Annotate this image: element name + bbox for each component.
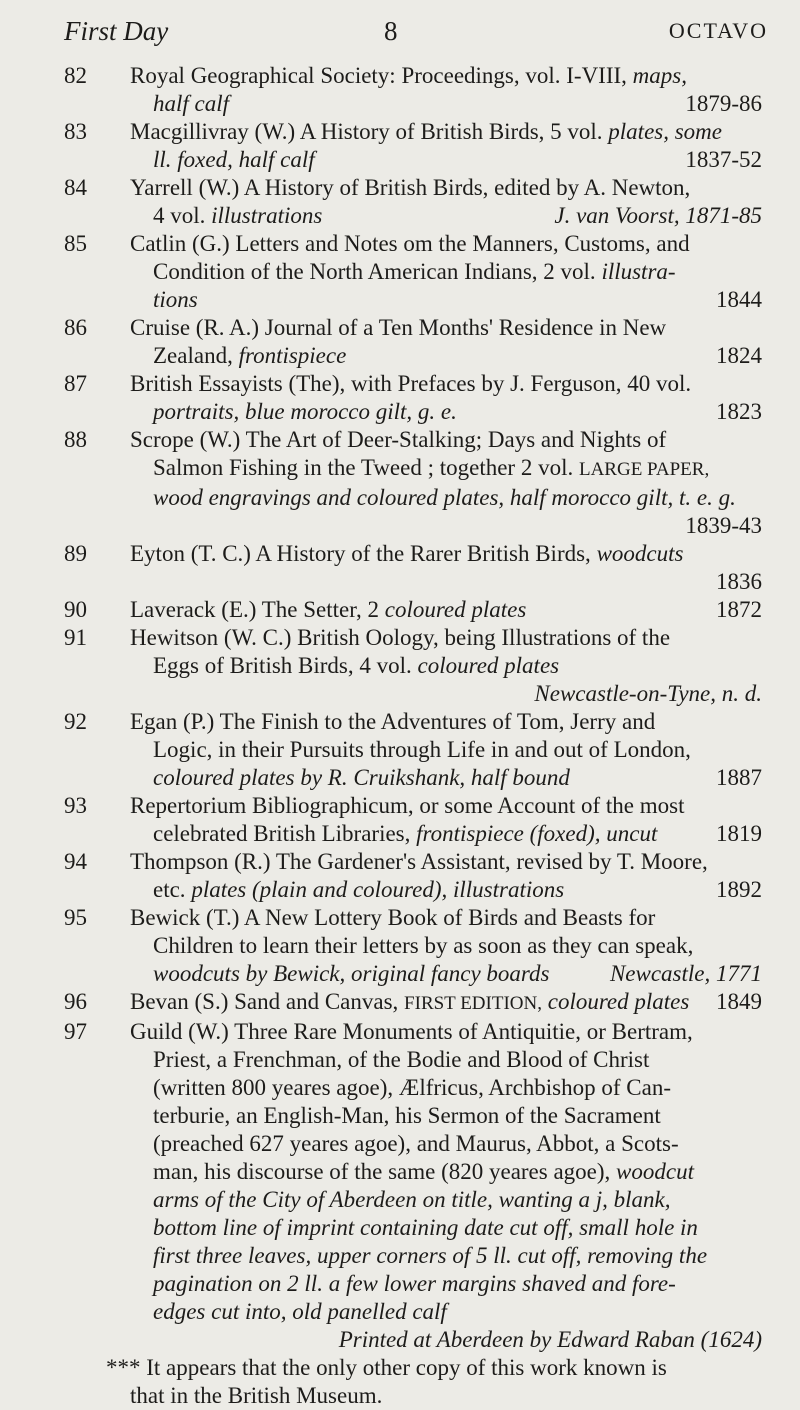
lot-number: 91 bbox=[64, 625, 87, 650]
lot-date: 1887 bbox=[716, 765, 762, 790]
lot-text: illustra- bbox=[601, 259, 676, 284]
lot-96 bbox=[0, 988, 800, 1018]
lot-imprint: J. van Voorst, 1871-85 bbox=[554, 203, 762, 228]
lot-text: woodcuts by Bewick, original fancy boards bbox=[153, 961, 550, 986]
lot-text: Eyton (T. C.) A History of the Rarer British Birds, bbox=[130, 541, 591, 566]
lot-text: plates (plain and coloured), illustrations bbox=[191, 877, 565, 902]
header-sale-day: First Day bbox=[64, 16, 169, 46]
lot-number: 88 bbox=[64, 427, 87, 452]
header-format: OCTAVO bbox=[668, 18, 768, 43]
lot-text: frontispiece bbox=[238, 343, 347, 368]
lot-imprint: Newcastle-on-Tyne, n. d. bbox=[534, 681, 762, 706]
lot-text: wood engravings and coloured plates, half morocco gilt, t. e. g. bbox=[153, 485, 736, 510]
lot-text: coloured plates bbox=[384, 597, 527, 622]
lot-date: 1837-52 bbox=[685, 147, 762, 172]
lot-number: 86 bbox=[64, 315, 87, 340]
lot-text: Hewitson (W. C.) British Oology, being Illustrations of the bbox=[130, 625, 671, 650]
lot-88 bbox=[0, 426, 800, 540]
lot-97 bbox=[0, 1018, 800, 1410]
lot-text: Bevan (S.) Sand and Canvas, bbox=[130, 989, 399, 1014]
lot-text: Macgillivray (W.) A History of British Birds, 5 vol. bbox=[130, 119, 603, 144]
lot-92 bbox=[0, 708, 800, 792]
lot-number: 95 bbox=[64, 905, 87, 930]
lot-text: coloured plates bbox=[547, 989, 690, 1014]
lot-87 bbox=[0, 370, 800, 426]
lot-number: 96 bbox=[64, 989, 87, 1014]
lot-number: 94 bbox=[64, 849, 87, 874]
lot-text: ll. foxed, half calf bbox=[153, 147, 315, 172]
lot-number: 90 bbox=[64, 597, 87, 622]
lot-95 bbox=[0, 904, 800, 988]
lot-text: first three leaves, upper corners of 5 ll. cut off, removing the bbox=[153, 1243, 708, 1268]
lot-text: etc. bbox=[153, 877, 186, 902]
lot-text: celebrated British Libraries, bbox=[153, 821, 411, 846]
lot-text: Bewick (T.) A New Lottery Book of Birds and Beasts for bbox=[130, 905, 656, 930]
lot-83 bbox=[0, 118, 800, 174]
lot-number: 83 bbox=[64, 119, 87, 144]
lot-date: 1844 bbox=[716, 287, 762, 312]
lot-text: woodcut bbox=[616, 1159, 694, 1184]
lot-text: maps, bbox=[632, 63, 687, 88]
lot-number: 85 bbox=[64, 231, 87, 256]
lot-date: 1872 bbox=[716, 597, 762, 622]
lot-text: Salmon Fishing in the Tweed ; together 2 vol. bbox=[153, 455, 574, 480]
lot-text: Egan (P.) The Finish to the Adventures of Tom, Jerry and bbox=[130, 709, 656, 734]
lot-text: arms of the City of Aberdeen on title, wanting a j, blank, bbox=[153, 1187, 671, 1212]
lot-text: tions bbox=[153, 287, 198, 312]
lot-text: pagination on 2 ll. a few lower margins shaved and fore- bbox=[153, 1271, 676, 1296]
lot-text: Yarrell (W.) A History of British Birds, edited by A. Newton, bbox=[130, 175, 691, 200]
lot-date: 1879-86 bbox=[685, 91, 762, 116]
lot-text: edges cut into, old panelled calf bbox=[153, 1299, 447, 1324]
lot-text: Royal Geographical Society: Proceedings, vol. I-VIII, bbox=[130, 63, 627, 88]
lot-number: 89 bbox=[64, 541, 87, 566]
lot-text: man, his discourse of the same (820 yeares agoe), bbox=[153, 1159, 611, 1184]
lot-number: 84 bbox=[64, 175, 87, 200]
lot-text: coloured plates bbox=[417, 653, 560, 678]
lot-93 bbox=[0, 792, 800, 848]
lot-text: Catlin (G.) Letters and Notes om the Manners, Customs, and bbox=[130, 231, 690, 256]
lot-text: terburie, an English-Man, his Sermon of the Sacrament bbox=[153, 1103, 661, 1128]
lot-date: 1823 bbox=[716, 399, 762, 424]
lot-number: 87 bbox=[64, 371, 87, 396]
lot-text: illustrations bbox=[211, 203, 323, 228]
lot-imprint: Printed at Aberdeen by Edward Raban (1624) bbox=[338, 1327, 762, 1352]
lot-text: coloured plates by R. Cruikshank, half bound bbox=[153, 765, 570, 790]
lot-text: Scrope (W.) The Art of Deer-Stalking; Days and Nights of bbox=[130, 427, 667, 452]
lot-number: 92 bbox=[64, 709, 87, 734]
lot-text: Condition of the North American Indians, 2 vol. bbox=[153, 259, 596, 284]
lot-number: 97 bbox=[64, 1019, 87, 1044]
lot-84 bbox=[0, 174, 800, 230]
lot-text: half calf bbox=[153, 91, 230, 116]
lot-text: Priest, a Frenchman, of the Bodie and Blood of Christ bbox=[153, 1047, 650, 1072]
lot-text: frontispiece (foxed), uncut bbox=[416, 821, 658, 846]
page-number: 8 bbox=[384, 16, 398, 46]
lot-91 bbox=[0, 624, 800, 708]
lot-text: FIRST EDITION, bbox=[404, 993, 542, 1014]
lot-number: 82 bbox=[64, 63, 87, 88]
lot-date: 1819 bbox=[716, 821, 762, 846]
lot-text: 4 vol. bbox=[153, 203, 206, 228]
lot-date: 1836 bbox=[716, 569, 762, 594]
lot-text: Children to learn their letters by as soon as they can speak, bbox=[153, 933, 694, 958]
lot-text: (preached 627 yeares agoe), and Maurus, Abbot, a Scots- bbox=[153, 1131, 679, 1156]
lot-imprint: Newcastle, 1771 bbox=[609, 961, 762, 986]
lot-text: (written 800 yeares agoe), Ælfricus, Archbishop of Can- bbox=[153, 1075, 671, 1100]
lot-90 bbox=[0, 596, 800, 624]
lot-85 bbox=[0, 230, 800, 314]
lot-89 bbox=[0, 540, 800, 596]
lot-date: 1839-43 bbox=[685, 513, 762, 538]
lot-text: Laverack (E.) The Setter, 2 bbox=[130, 597, 379, 622]
lot-94 bbox=[0, 848, 800, 904]
lot-86 bbox=[0, 314, 800, 370]
note-text: that in the British Museum. bbox=[130, 1383, 383, 1408]
page-header bbox=[64, 16, 768, 52]
lot-text: Cruise (R. A.) Journal of a Ten Months' Residence in New bbox=[130, 315, 667, 340]
lot-text: Zealand, bbox=[153, 343, 233, 368]
lot-text: Eggs of British Birds, 4 vol. bbox=[153, 653, 412, 678]
lot-date: 1892 bbox=[716, 877, 762, 902]
lot-text: LARGE PAPER, bbox=[578, 459, 710, 480]
lot-number: 93 bbox=[64, 793, 87, 818]
lot-text: Repertorium Bibliographicum, or some Account of the most bbox=[130, 793, 685, 818]
note-text: *** It appears that the only other copy of this work known is bbox=[106, 1355, 667, 1380]
lot-text: plates, some bbox=[608, 119, 723, 144]
lot-date: 1849 bbox=[716, 989, 762, 1014]
lot-text: woodcuts bbox=[596, 541, 684, 566]
lot-text: Thompson (R.) The Gardener's Assistant, revised by T. Moore, bbox=[130, 849, 708, 874]
lot-date: 1824 bbox=[716, 343, 762, 368]
lot-82 bbox=[0, 62, 800, 118]
lot-text: portraits, blue morocco gilt, g. e. bbox=[153, 399, 457, 424]
lot-note bbox=[106, 1354, 800, 1410]
lot-text: Logic, in their Pursuits through Life in and out of London, bbox=[153, 737, 691, 762]
lot-list bbox=[0, 62, 800, 1410]
lot-text: bottom line of imprint containing date cut off, small hole in bbox=[153, 1215, 698, 1240]
lot-text: British Essayists (The), with Prefaces by J. Ferguson, 40 vol. bbox=[130, 371, 692, 396]
lot-text: Guild (W.) Three Rare Monuments of Antiquitie, or Bertram, bbox=[130, 1019, 693, 1044]
